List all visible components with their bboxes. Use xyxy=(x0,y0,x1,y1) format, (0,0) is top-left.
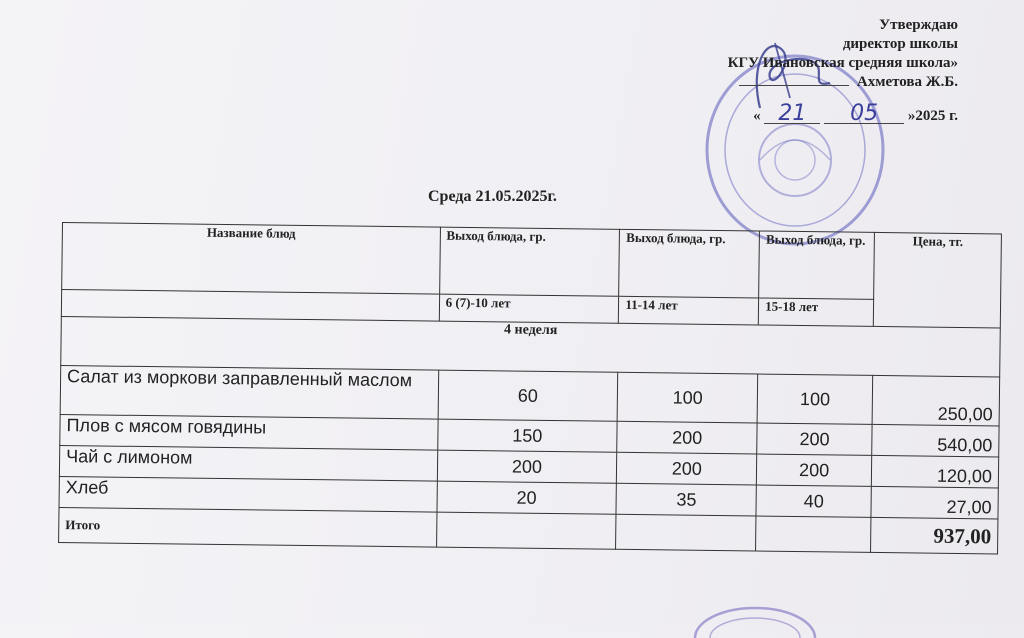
header-dish-name: Название блюд xyxy=(62,223,440,295)
total-value: 937,00 xyxy=(871,517,998,554)
approval-signer: Ахметова Ж.Б. xyxy=(856,74,958,90)
header-yield-1: Выход блюда, гр. xyxy=(439,227,620,296)
total-empty-3 xyxy=(756,516,871,552)
age-group-1: 6 (7)-10 лет xyxy=(439,294,619,323)
yield-2: 200 xyxy=(617,421,757,454)
yield-1: 200 xyxy=(437,450,617,483)
yield-2: 100 xyxy=(617,372,757,423)
yield-1: 150 xyxy=(437,419,617,452)
total-empty-2 xyxy=(616,514,756,551)
header-yield-2: Выход блюда, гр. xyxy=(619,229,760,298)
approval-position: директор школы xyxy=(842,36,958,52)
dish-price: 250,00 xyxy=(872,375,1000,426)
header-price: Цена, тг. xyxy=(873,232,1001,328)
dish-name: Хлеб xyxy=(59,476,437,512)
yield-3: 200 xyxy=(757,454,872,486)
total-empty-1 xyxy=(436,512,616,549)
dish-price: 120,00 xyxy=(871,455,998,488)
second-stamp xyxy=(690,598,820,638)
yield-1: 60 xyxy=(438,370,618,421)
approval-organization: КГУ Ивановская средняя школа» xyxy=(727,55,958,71)
yield-2: 200 xyxy=(617,452,757,485)
day-title: Среда 21.05.2025г. xyxy=(428,188,557,205)
yield-3: 100 xyxy=(757,374,872,424)
approval-date xyxy=(728,101,958,126)
signature-underline xyxy=(739,85,849,86)
date-month: 05 xyxy=(824,104,904,124)
dish-price: 27,00 xyxy=(871,486,998,519)
approval-signer-line xyxy=(728,73,958,92)
age-group-3: 15-18 лет xyxy=(758,298,873,326)
yield-3: 40 xyxy=(756,485,871,517)
date-year: »2025 г. xyxy=(907,108,958,124)
date-open-quote: « xyxy=(753,108,761,124)
yield-2: 35 xyxy=(616,483,756,516)
header-yield-3: Выход блюда, гр. xyxy=(759,231,875,299)
dish-name: Чай с лимоном xyxy=(59,445,437,481)
dish-name: Салат из моркови заправленный маслом xyxy=(60,365,438,419)
menu-table xyxy=(58,222,1002,554)
age-group-2: 11-14 лет xyxy=(619,296,759,325)
yield-1: 20 xyxy=(437,481,617,514)
total-label: Итого xyxy=(59,507,437,547)
dish-price: 540,00 xyxy=(872,424,999,457)
approval-block xyxy=(728,16,958,126)
week-label: 4 неделя xyxy=(61,316,1001,376)
dish-name: Плов с мясом говядины xyxy=(60,414,438,450)
yield-3: 200 xyxy=(757,423,872,455)
header-row xyxy=(62,223,1002,301)
approval-title: Утверждаю xyxy=(879,17,958,33)
date-day: 21 xyxy=(764,104,820,124)
